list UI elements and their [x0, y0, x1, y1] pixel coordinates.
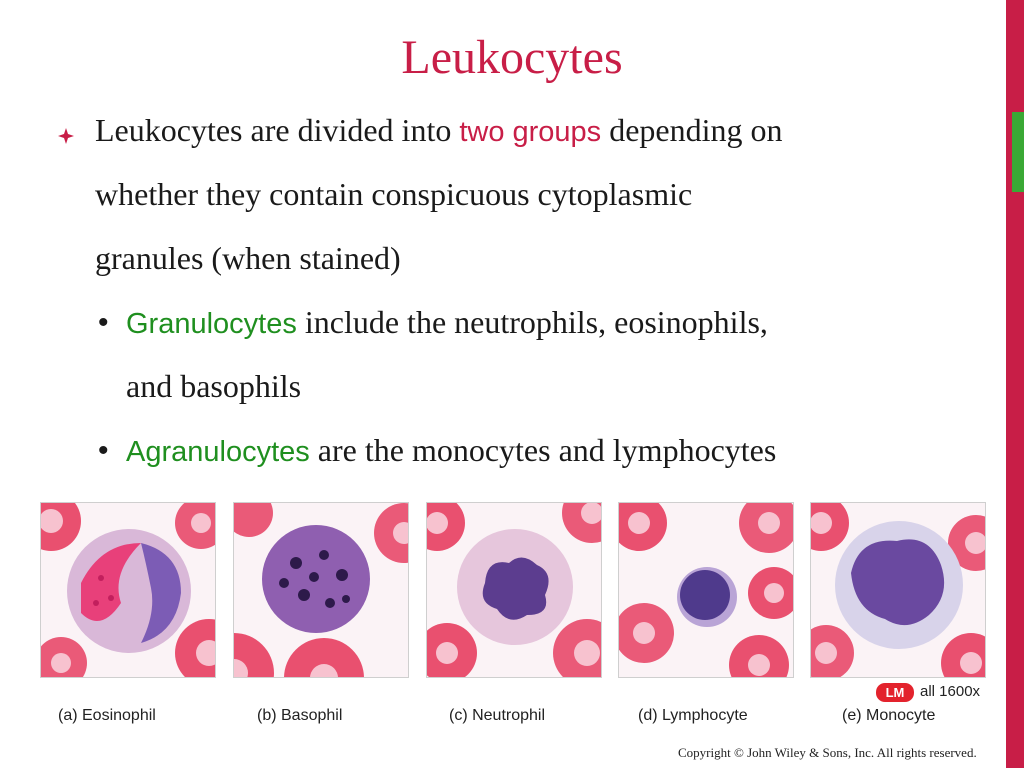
caption-neutrophil: (c) Neutrophil: [449, 707, 546, 724]
monocyte-micrograph: [810, 502, 986, 678]
caption-basophil: (b) Basophil: [257, 707, 343, 724]
diamond-bullet-icon: [58, 128, 74, 144]
sub-bullet-granulocytes: [126, 304, 768, 341]
sub-bullet-agranulocytes: [126, 432, 776, 469]
sub-bullet-granulocytes-line2: and basophils: [126, 368, 302, 404]
right-edge-accent: [1012, 112, 1024, 192]
caption-eosinophil: (a) Eosinophil: [58, 707, 156, 724]
neutrophil-micrograph: [426, 502, 602, 678]
caption-monocyte: (e) Monocyte: [842, 707, 936, 724]
magnification-label: all 1600x: [920, 683, 981, 700]
sub-bullet-dot: •: [98, 434, 109, 467]
copyright-notice: Copyright © John Wiley & Sons, Inc. All rights reserved.: [678, 745, 977, 760]
highlight-granulocytes: Granulocytes: [126, 308, 297, 340]
slide-title: Leukocytes: [401, 31, 623, 84]
bullet-text: Leukocytes are divided into: [95, 112, 460, 148]
highlight-two-groups: two groups: [459, 116, 602, 148]
bullet-line-3: granules (when stained): [95, 240, 401, 276]
bullet-text: depending on: [601, 112, 783, 148]
lm-badge: LM: [876, 683, 914, 702]
basophil-micrograph: [233, 502, 409, 678]
bullet-line-2: whether they contain conspicuous cytoplasmic: [95, 176, 693, 212]
highlight-agranulocytes: Agranulocytes: [126, 436, 310, 468]
bullet-line-1: [95, 112, 782, 149]
lymphocyte-micrograph: [618, 502, 794, 678]
sub-bullet-text: include the neutrophils, eosinophils,: [296, 304, 768, 340]
sub-bullet-text: are the monocytes and lymphocytes: [309, 432, 777, 468]
sub-bullet-dot: •: [98, 306, 109, 339]
eosinophil-micrograph: [40, 502, 216, 678]
caption-lymphocyte: (d) Lymphocyte: [638, 707, 748, 724]
